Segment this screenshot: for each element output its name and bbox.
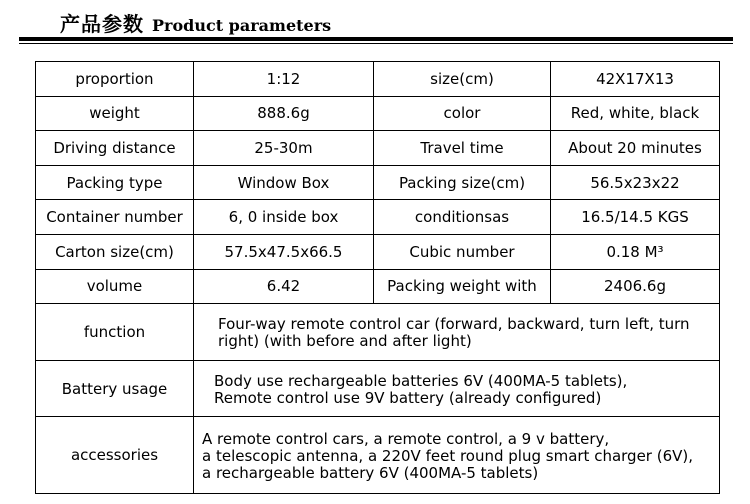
param-label: Driving distance [36, 131, 194, 166]
section-header [60, 8, 331, 36]
param-label: Container number [36, 200, 194, 235]
header-rule-thin [19, 43, 733, 44]
param-value: 1:12 [194, 62, 374, 97]
function-description: Four-way remote control car (forward, backward, turn left, turn right) (with before and after light) [194, 304, 720, 361]
param-value: 0.18 M³ [551, 234, 720, 269]
accessories-description [194, 417, 720, 494]
table-row-battery [36, 361, 720, 417]
param-value: 57.5x47.5x66.5 [194, 234, 374, 269]
param-label: color [374, 96, 551, 131]
title-english: Product parameters [152, 16, 332, 35]
param-value: Red, white, black [551, 96, 720, 131]
header-rule-thick [19, 37, 733, 41]
param-label: Battery usage [36, 361, 194, 417]
param-label: size(cm) [374, 62, 551, 97]
param-label: Carton size(cm) [36, 234, 194, 269]
param-value: 2406.6g [551, 269, 720, 304]
param-value: 42X17X13 [551, 62, 720, 97]
param-value: 6.42 [194, 269, 374, 304]
table-row [36, 62, 720, 97]
param-value: 888.6g [194, 96, 374, 131]
table-row [36, 96, 720, 131]
param-label: Travel time [374, 131, 551, 166]
table-row [36, 165, 720, 200]
table-row-accessories [36, 417, 720, 494]
battery-line: Body use rechargeable batteries 6V (400MA-5 tablets), [214, 371, 628, 390]
param-value: 25-30m [194, 131, 374, 166]
param-label: accessories [36, 417, 194, 494]
param-label: function [36, 304, 194, 361]
param-label: Packing type [36, 165, 194, 200]
param-label: proportion [36, 62, 194, 97]
param-value: 56.5x23x22 [551, 165, 720, 200]
table-row-function [36, 304, 720, 361]
table-row [36, 269, 720, 304]
param-label: Packing size(cm) [374, 165, 551, 200]
battery-description [194, 361, 720, 417]
accessories-line: a telescopic antenna, a 220V feet round plug smart charger (6V), [202, 446, 694, 465]
param-label: Cubic number [374, 234, 551, 269]
table-row [36, 234, 720, 269]
title-chinese: 产品参数 [60, 12, 144, 36]
param-value: 16.5/14.5 KGS [551, 200, 720, 235]
param-label: conditionsas [374, 200, 551, 235]
param-value: 6, 0 inside box [194, 200, 374, 235]
battery-line: Remote control use 9V battery (already configured) [214, 388, 602, 407]
param-label: weight [36, 96, 194, 131]
param-label: volume [36, 269, 194, 304]
table-row [36, 131, 720, 166]
param-value: Window Box [194, 165, 374, 200]
product-parameters-table [35, 61, 720, 494]
param-value: About 20 minutes [551, 131, 720, 166]
table-row [36, 200, 720, 235]
accessories-line: A remote control cars, a remote control, a 9 v battery, [202, 429, 610, 448]
accessories-line: a rechargeable battery 6V (400MA-5 tablets) [202, 463, 539, 482]
param-label: Packing weight with [374, 269, 551, 304]
